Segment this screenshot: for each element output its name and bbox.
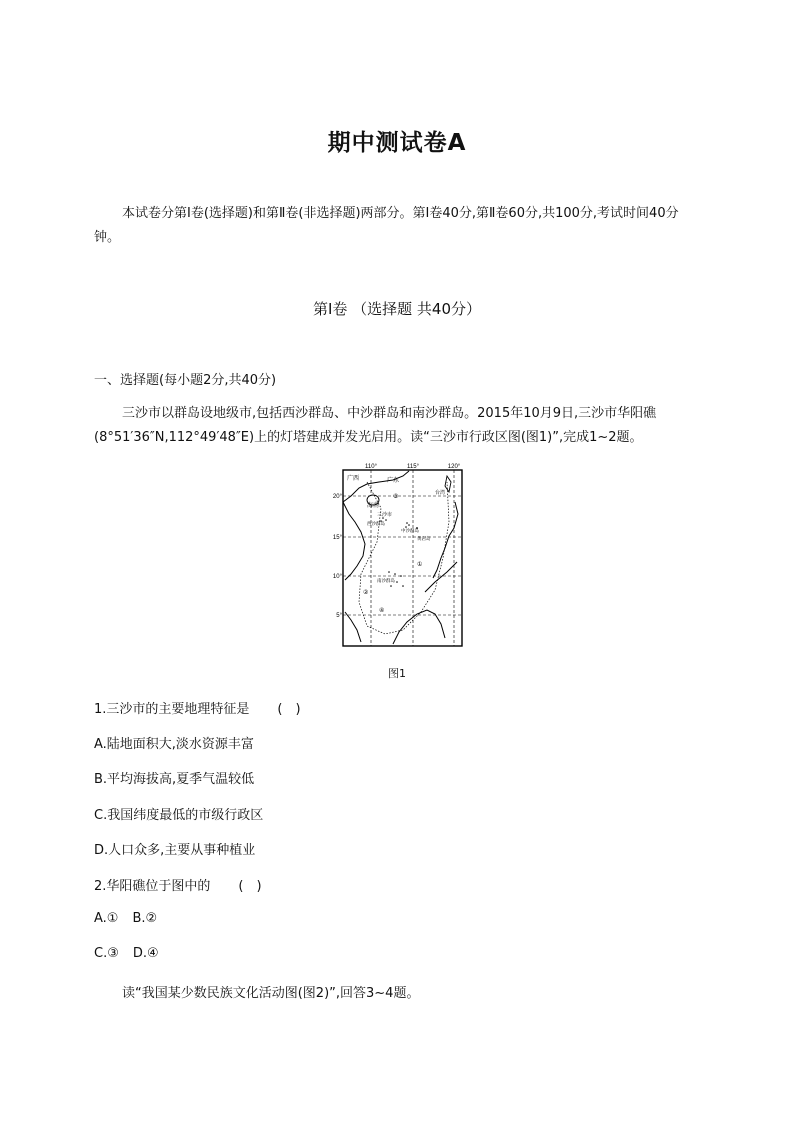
place-label: 广东: [387, 477, 400, 484]
reading-passage: 三沙市以群岛设地级市,包括西沙群岛、中沙群岛和南沙群岛。2015年10月9日,三沙市华阳礁(8°51′36″N,112°49′48″E)上的灯塔建成并发光启用。读“三沙市行政区图(图1)”,完成1~2题。: [94, 406, 657, 445]
option-d: D.④: [132, 946, 159, 961]
lat-label: 10°: [332, 574, 342, 580]
question-stem: 2.华阳礁位于图中的: [94, 879, 211, 894]
lat-label: 15°: [332, 535, 342, 541]
option-a: A.①: [94, 911, 119, 926]
sansha-map-figure: [332, 462, 465, 650]
place-label: 南沙群岛: [377, 579, 395, 584]
option-d: D.人口众多,主要从事种植业: [94, 843, 256, 858]
option-row-cd: [94, 946, 159, 961]
place-label: 黄岩岛: [417, 537, 431, 542]
option-a: A.陆地面积大,淡水资源丰富: [94, 737, 254, 752]
marker-2: ②: [363, 589, 369, 596]
next-passage: 读“我国某少数民族文化活动图(图2)”,回答3~4题。: [122, 986, 420, 1001]
lon-label: 110°: [365, 464, 377, 470]
section-title: 第Ⅰ卷 （选择题 共40分）: [312, 300, 482, 318]
answer-bracket: ( ): [277, 702, 301, 717]
figure-caption: 图1: [388, 667, 406, 680]
option-b: B.②: [132, 911, 158, 926]
place-label: 台湾: [435, 490, 446, 496]
part-heading: 一、选择题(每小题2分,共40分): [94, 373, 277, 388]
place-label: 海南: [367, 502, 380, 509]
option-b: B.平均海拔高,夏季气温较低: [94, 772, 255, 787]
option-row-ab: [94, 911, 157, 926]
marker-4: ④: [379, 607, 385, 614]
answer-bracket: ( ): [238, 879, 262, 894]
marker-1: ①: [417, 561, 423, 568]
page-title: 期中测试卷A: [327, 130, 467, 156]
question-stem: 1.三沙市的主要地理特征是: [94, 702, 250, 717]
question-1: [94, 698, 301, 717]
option-c: C.③: [94, 946, 119, 961]
place-label: 广西: [347, 475, 360, 482]
lon-label: 120°: [447, 464, 461, 470]
place-label: 中沙群岛: [401, 529, 419, 534]
lat-label: 5°: [336, 613, 342, 619]
lon-label: 115°: [407, 464, 419, 470]
question-2: [94, 875, 262, 894]
exam-intro: 本试卷分第Ⅰ卷(选择题)和第Ⅱ卷(非选择题)两部分。第Ⅰ卷40分,第Ⅱ卷60分,共100分,考试时间40分钟。: [94, 206, 679, 245]
option-c: C.我国纬度最低的市级行政区: [94, 808, 264, 823]
lat-label: 20°: [332, 494, 342, 500]
place-label: 三沙市: [377, 512, 393, 518]
marker-3: ③: [393, 493, 399, 500]
place-label: 西沙群岛: [367, 522, 385, 527]
